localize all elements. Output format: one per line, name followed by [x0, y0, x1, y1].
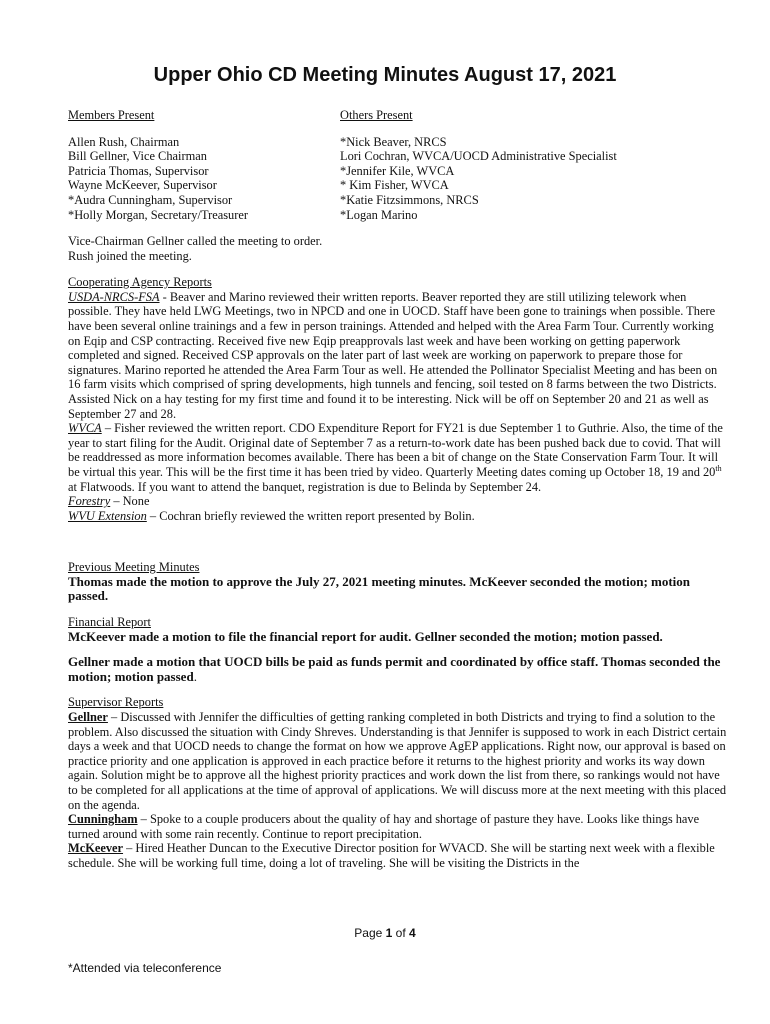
cunningham-label: Cunningham	[68, 812, 138, 827]
gellner-text: – Discussed with Jennifer the difficulties of getting ranking completed in both Districts and trying to find a solution to the problem. Also discussed the situation with Cindy Shreves. Understanding is that Jennifer is supposed to work in each District certain days a week and that UOCD needs to change the format on how we approve AgEP applications. Right now, our approval is based on practice priority and one application is approved in each practice before it returns to the highest priority and works its way down again. Solution might be to approve all the highest priority practices and work down the list from there, so rankings would not have to be completed for all applications at the time of approval of applications. We will discuss more at the next meeting with this placed on the agenda.	[68, 710, 727, 812]
other-item: *Nick Beaver, NRCS	[340, 134, 447, 149]
financial-motion-1: McKeever made a motion to file the financial report for audit. Gellner seconded the motion; motion passed.	[68, 628, 663, 644]
usda-report	[68, 290, 728, 421]
cunningham-report	[68, 812, 728, 841]
supervisor-reports-heading: Supervisor Reports	[68, 695, 164, 710]
other-item: *Logan Marino	[340, 207, 418, 222]
other-item: Lori Cochran, WVCA/UOCD Administrative Specialist	[340, 149, 617, 164]
other-item: *Katie Fitzsimmons, NRCS	[340, 192, 479, 207]
usda-text: - Beaver and Marino reviewed their written reports. Beaver reported they are still utilizing telework when possible. They have held LWG Meetings, two in NPCD and one in UOCD. Staff have been gone to trainings when possible. There have been several online trainings and a few in person trainings. Attended and helped with the Area Farm Tour. Currently working on Eqip and CSP contracting. Received five new Eqip preapprovals last week and have been working on getting paperwork completed and signed. Received CSP approvals on the later part of last week are working on paperwork to prepare those for signatures. Marino reported he attended the Area Farm Tour as well. He attended the Pollinator Specialist Meeting and has been on 16 farm visits which comprised of spring developments, high tunnels and fencing, soil tested on 8 farms between the two Districts. Assisted Nick on a hay testing for my first time and found it to be interesting. Nick will be off on September 20 and 21 as well as September 27 and 28.	[68, 289, 718, 421]
wvca-text: – Fisher reviewed the written report. CDO Expenditure Report for FY21 is due September 1 to Guthrie. Also, the time of the year to start filing for the Audit. Original date of September 7 as a return-to-work date has been pushed back due to covid. That will be readdressed as more information becomes available. There has been a bit of change on the State Conservation Farm Tour. It will be virtual this year. This will be the first time it has been tried by video. Quarterly Meeting dates coming up October 18, 19 and 20	[68, 421, 723, 479]
mckeever-report	[68, 841, 728, 870]
opening-line: Rush joined the meeting.	[68, 248, 192, 263]
forestry-label: Forestry	[68, 494, 111, 509]
member-item: *Holly Morgan, Secretary/Treasurer	[68, 207, 248, 222]
wvca-label: WVCA	[68, 421, 102, 436]
financial-motion-2-text: Gellner made a motion that UOCD bills be paid as funds permit and coordinated by office staff. Thomas seconded the motion; motion passed	[68, 654, 721, 684]
member-item: *Audra Cunningham, Supervisor	[68, 192, 233, 207]
member-item: Allen Rush, Chairman	[68, 134, 180, 149]
page-title: Upper Ohio CD Meeting Minutes August 17, 2021	[153, 64, 617, 86]
wvu-text: – Cochran briefly reviewed the written report presented by Bolin.	[146, 508, 475, 523]
others-present-section	[340, 108, 617, 222]
member-item: Patricia Thomas, Supervisor	[68, 163, 209, 178]
page-of: of	[392, 926, 410, 940]
mckeever-label: McKeever	[68, 841, 124, 856]
other-item: * Kim Fisher, WVCA	[340, 178, 449, 193]
usda-label: USDA-NRCS-FSA	[68, 289, 160, 304]
members-present-section	[68, 108, 248, 222]
financial-motion-2-end: .	[193, 668, 197, 684]
financial-report-heading: Financial Report	[68, 615, 151, 630]
agency-reports-heading: Cooperating Agency Reports	[68, 275, 212, 290]
forestry-text: – None	[110, 494, 150, 509]
financial-motion-2	[68, 655, 728, 684]
wvca-sup: th	[715, 463, 722, 473]
wvu-label: WVU Extension	[68, 508, 147, 523]
page-prefix: Page	[354, 926, 386, 940]
member-item: Bill Gellner, Vice Chairman	[68, 149, 207, 164]
page-number	[0, 926, 770, 940]
previous-minutes-heading: Previous Meeting Minutes	[68, 560, 200, 575]
wvu-report	[68, 509, 728, 524]
gellner-report	[68, 710, 728, 812]
opening-line: Vice-Chairman Gellner called the meeting to order.	[68, 234, 323, 248]
minutes-body	[68, 234, 728, 871]
wvca-report	[68, 421, 728, 494]
page-total: 4	[409, 926, 416, 940]
mckeever-text: – Hired Heather Duncan to the Executive Director position for WVACD. She will be starting next week with a flexible schedule. She will be working full time, doing a lot of traveling. She will be visiting the Districts in the	[68, 841, 715, 870]
member-item: Wayne McKeever, Supervisor	[68, 178, 217, 193]
others-heading: Others Present	[340, 108, 413, 122]
previous-minutes-motion: Thomas made the motion to approve the July 27, 2021 meeting minutes. McKeever seconded the motion; motion passed.	[68, 573, 691, 604]
forestry-report	[68, 494, 728, 509]
cunningham-text: – Spoke to a couple producers about the quality of hay and shortage of pasture they have. Looks like things have turned around with some rain recently. Continue to report precipitation.	[68, 812, 700, 841]
other-item: *Jennifer Kile, WVCA	[340, 163, 455, 178]
page-current: 1	[385, 926, 393, 940]
teleconference-footnote: *Attended via teleconference	[68, 961, 222, 975]
members-heading: Members Present	[68, 108, 155, 122]
wvca-tail: at Flatwoods. If you want to attend the banquet, registration is due to Belinda by September 24.	[68, 479, 542, 494]
gellner-label: Gellner	[68, 710, 108, 725]
